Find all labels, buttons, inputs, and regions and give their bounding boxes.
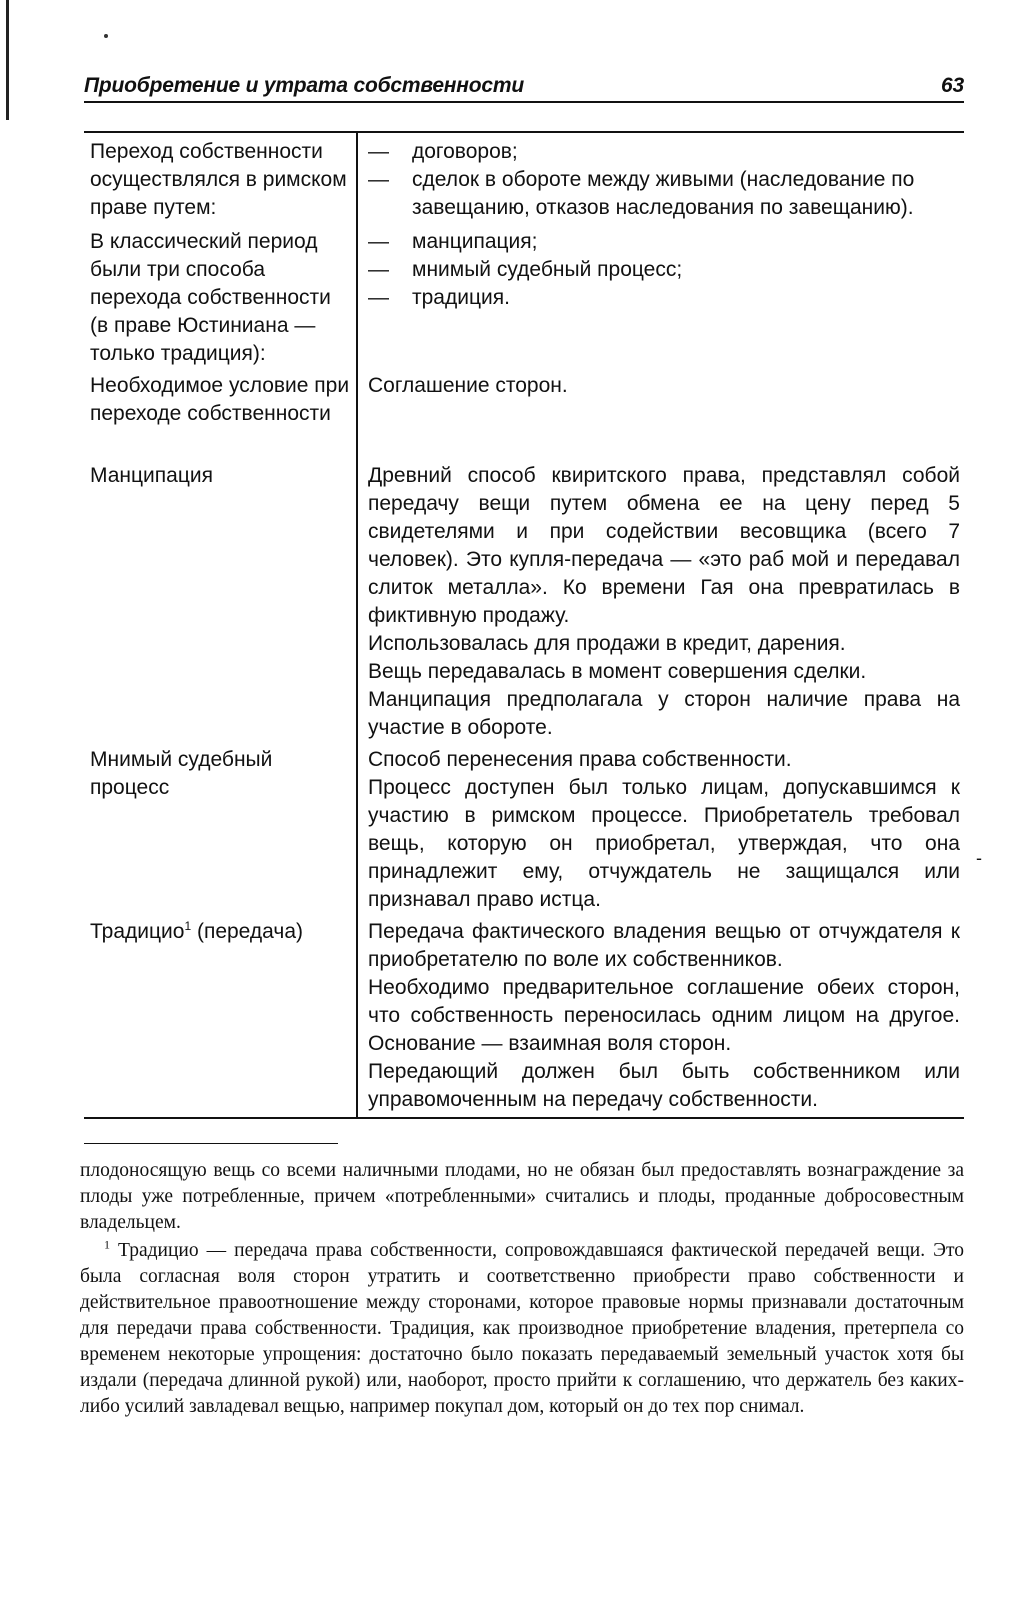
list-item-text: сделок в обороте между живыми (наследование по завещанию, отказов наследования по завещанию).	[412, 168, 915, 219]
footnote-paragraph: плодоносящую вещь со всеми наличными плодами, но не обязан был предоставлять вознаграждение за плоды уже потребленные, причем «потребленными» считались и плоды, проданные добросовестным владельцем.	[80, 1160, 964, 1233]
list-item-text: мнимый судебный процесс;	[412, 258, 683, 281]
footnote-1	[80, 1238, 964, 1420]
footnote-text: Традицио — передача права собственности, сопровождавшаяся фактической передачей вещи. Это была согласная воля сторон утратить и соответственно приобрести право собственности и действительное правоотношение между сторонами, которое правовые нормы признавали достаточным для передачи права собственности. Традиция, как производное приобретение владения, претерпела со временем некоторые упрощения: достаточно было показать передаваемый земельный участок хотя бы издали (передача длинной рукой) или, наоборот, просто прийти к соглашению, что держатель без каких-либо усилий завладевал вещью, например покупал дом, который он до тех пор снимал.	[80, 1240, 964, 1417]
list-item	[368, 256, 960, 284]
list-item	[368, 228, 960, 256]
footnote-rule	[84, 1143, 338, 1144]
paragraph: Передающий должен был быть собственником или управомоченным на передачу собственности.	[368, 1060, 960, 1111]
row-1-term: Переход собственности осуществлялся в римском праве путем:	[90, 140, 347, 219]
list-item-text: манципация;	[412, 230, 538, 253]
row-2-term: В классический период были три способа перехода собственности (в праве Юстиниана — только традиция):	[90, 230, 331, 365]
list-item	[368, 284, 960, 312]
list-item	[368, 166, 960, 222]
dash-marker: —	[368, 140, 389, 163]
footnote-ref: 1	[184, 919, 192, 933]
paragraph: Использовалась для продажи в кредит, дарения.	[368, 632, 846, 655]
term-text: Традицио	[90, 920, 185, 943]
row-5-term: Мнимый судебный процесс	[90, 748, 273, 799]
row-4-term: Манципация	[90, 464, 213, 487]
margin-mark: -	[976, 848, 982, 868]
row-6-definition	[368, 918, 960, 1114]
dash-marker: —	[368, 168, 389, 191]
page-edge	[6, 0, 9, 120]
list-item	[368, 138, 960, 166]
row-6-term	[90, 918, 352, 946]
running-head	[84, 74, 964, 98]
row-2-definition	[368, 228, 960, 312]
list-item-text: договоров;	[412, 140, 518, 163]
row-1-definition	[368, 138, 960, 222]
row-5-definition	[368, 746, 960, 914]
list-item-text: традиция.	[412, 286, 510, 309]
paragraph: Передача фактического владения вещью от отчуждателя к приобретателю по воле их собственников.	[368, 920, 960, 971]
page-number: 63	[941, 74, 964, 97]
row-3-definition: Соглашение сторон.	[368, 374, 568, 397]
table-bottom-rule	[84, 1117, 964, 1119]
footnote-continuation	[80, 1158, 964, 1236]
dash-marker: —	[368, 258, 389, 281]
paragraph: Процесс доступен был только лицам, допускавшимся к участию в римском процессе. Приобретатель требовал вещь, которую он приобретал, утверждая, что она принадлежит ему, отчуждатель не защищался или признавал право истца.	[368, 776, 960, 911]
paragraph: Необходимо предварительное соглашение обеих сторон, что собственность переносилась одним лицом на другое. Основание — взаимная воля сторон.	[368, 976, 960, 1055]
dash-marker: —	[368, 230, 389, 253]
term-suffix: (передача)	[191, 920, 303, 943]
dash-marker: —	[368, 286, 389, 309]
table-column-divider	[356, 133, 358, 1117]
paragraph: Манципация предполагала у сторон наличие права на участие в обороте.	[368, 688, 960, 739]
row-3-term: Необходимое условие при переходе собственности	[90, 374, 350, 425]
header-rule	[84, 101, 964, 103]
running-head-title: Приобретение и утрата собственности	[84, 74, 524, 97]
speck	[104, 34, 108, 38]
paragraph: Древний способ квиритского права, представлял собой передачу вещи путем обмена ее на цену перед 5 свидетелями и при содействии весовщика (всего 7 человек). Это купля-передача — «это раб мой и передавал слиток металла». Ко времени Гая она превратилась в фиктивную продажу.	[368, 464, 960, 627]
footnote-marker: 1	[104, 1237, 110, 1252]
row-4-definition	[368, 462, 960, 742]
paragraph: Вещь передавалась в момент совершения сделки.	[368, 660, 867, 683]
footnote-paragraph	[80, 1238, 964, 1420]
table-top-rule	[84, 131, 964, 133]
paragraph: Способ перенесения права собственности.	[368, 748, 792, 771]
